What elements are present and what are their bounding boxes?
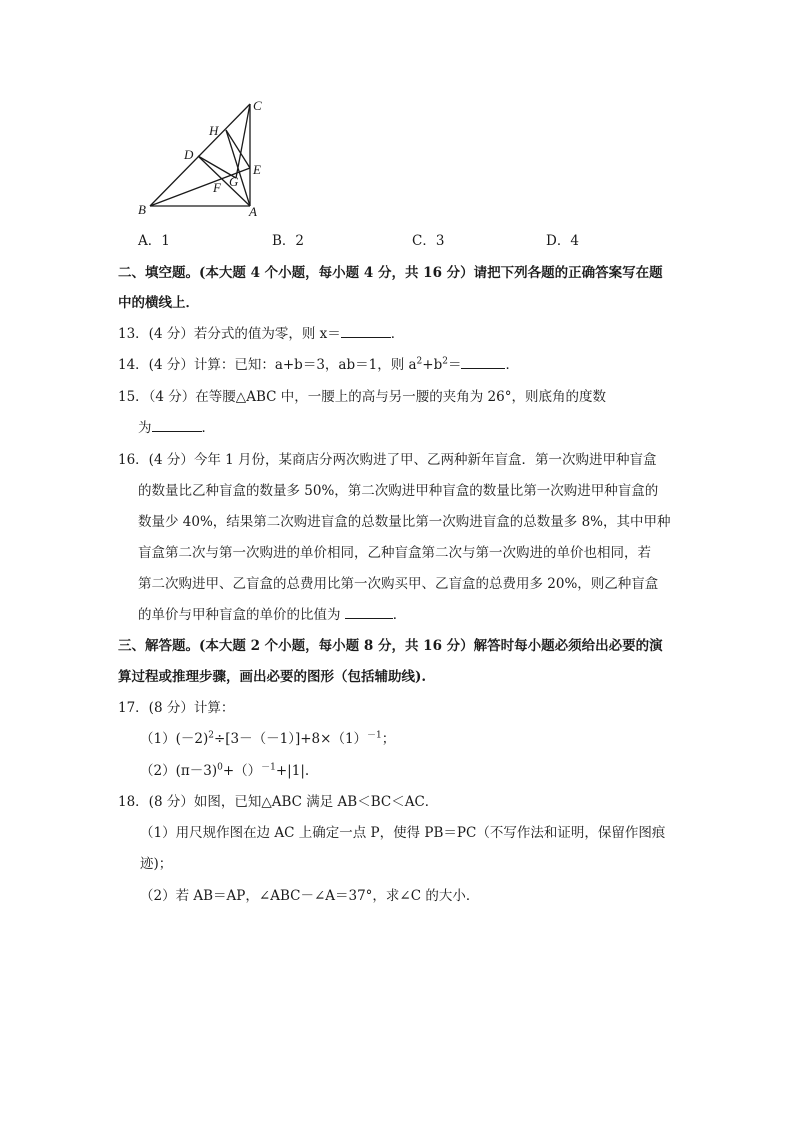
section2-heading-line1: 二、填空题。(本大题 4 个小题，每小题 4 分，共 16 分）请把下列各题的正确答案写在题 bbox=[118, 265, 663, 281]
section3-heading-line1: 三、解答题。(本大题 2 个小题，每小题 8 分，共 16 分）解答时每小题必须给出必要的演 bbox=[118, 638, 663, 654]
question-16-line3: 数量少 40%，结果第二次购进盲盒的总数量比第一次购进盲盒的总数量多 8%，其中甲种 bbox=[138, 514, 671, 530]
question-16-line2: 的数量比乙种盲盒的数量多 50%，第二次购进甲种盲盒的数量比第一次购进甲种盲盒的 bbox=[138, 483, 659, 499]
label-f: F bbox=[213, 180, 221, 195]
q17-p1-tail: ； bbox=[381, 731, 396, 747]
question-16-line5: 第二次购进甲、乙盲盒的总费用比第一次购买甲、乙盲盒的总费用多 20%，则乙种盲盒 bbox=[138, 576, 659, 592]
q14-tail: ． bbox=[505, 357, 519, 373]
option-b: B．2 bbox=[272, 233, 305, 249]
label-a: A bbox=[249, 204, 257, 219]
question-15-line2 bbox=[138, 416, 215, 436]
q17-p1-sup2: －1 bbox=[367, 730, 382, 741]
section3-heading-line2: 算过程或推理步骤，画出必要的图形（包括辅助线). bbox=[118, 669, 427, 685]
label-g: G bbox=[229, 174, 239, 189]
q17-p2-sup2: －1 bbox=[261, 762, 276, 773]
segment-he bbox=[226, 130, 250, 168]
question-18-part1-line1: （1）用尺规作图在边 AC 上确定一点 P，使得 PB＝PC（不写作法和证明，保留作图痕 bbox=[140, 825, 666, 841]
question-17-part1 bbox=[140, 727, 395, 747]
q17-p2-pre: （2）(π－3) bbox=[140, 763, 218, 779]
q14-blank bbox=[461, 355, 505, 369]
question-18-title: 18．(8 分）如图，已知△ABC 满足 AB＜BC＜AC． bbox=[118, 794, 439, 810]
question-18-part1-line2: 迹)； bbox=[140, 856, 173, 872]
option-d: D．4 bbox=[546, 233, 579, 249]
q14-eq: ＝ bbox=[447, 357, 462, 373]
option-a: A．1 bbox=[138, 233, 170, 249]
label-h: H bbox=[209, 123, 219, 138]
question-17-part2 bbox=[140, 759, 309, 779]
q14-mid: +b bbox=[422, 357, 443, 373]
label-b: B bbox=[138, 202, 146, 217]
segment-gc bbox=[236, 104, 250, 178]
q17-p2-tail: +|1|. bbox=[275, 763, 310, 779]
q17-p1-mid: ÷[3－（－1）]+8×（1） bbox=[213, 731, 368, 747]
q14-text: 14．(4 分）计算：已知：a+b＝3，ab＝1，则 a bbox=[118, 357, 417, 373]
question-16-line1: 16．(4 分）今年 1 月份，某商店分两次购进了甲、乙两种新年盲盒．第一次购进甲种盲盒 bbox=[118, 452, 657, 468]
q14-sup2: 2 bbox=[442, 356, 448, 367]
q15-blank bbox=[152, 418, 202, 432]
q16-blank bbox=[345, 605, 393, 619]
q13-text: 13．(4 分）若分式的值为零，则 x＝ bbox=[118, 326, 341, 342]
question-16-line4: 盲盒第二次与第一次购进的单价相同，乙种盲盒第二次与第一次购进的单价也相同，若 bbox=[138, 545, 651, 561]
label-e: E bbox=[253, 162, 261, 177]
section2-heading-line2: 中的横线上． bbox=[118, 295, 199, 311]
question-17-title: 17．(8 分）计算： bbox=[118, 700, 235, 716]
q15-pre: 为 bbox=[138, 420, 152, 436]
q15-tail: ． bbox=[201, 420, 215, 436]
question-14 bbox=[118, 353, 519, 373]
q16-pre: 的单价与甲种盲盒的单价的比值为 bbox=[138, 607, 341, 623]
q17-p2-sup1: 0 bbox=[217, 762, 223, 773]
label-c: C bbox=[253, 98, 262, 113]
q13-tail: ． bbox=[390, 326, 405, 342]
q16-tail: ． bbox=[392, 607, 407, 623]
label-d: D bbox=[184, 147, 194, 162]
q17-p1-pre: （1）(－2) bbox=[140, 731, 209, 747]
q13-blank bbox=[341, 324, 391, 338]
question-18-part2: （2）若 AB＝AP，∠ABC－∠A＝37°，求∠C 的大小． bbox=[140, 888, 480, 904]
q14-sup1: 2 bbox=[416, 356, 423, 367]
question-15-line1: 15．（4 分）在等腰△ABC 中，一腰上的高与另一腰的夹角为 26°，则底角的度数 bbox=[118, 389, 606, 405]
option-c: C．3 bbox=[412, 233, 445, 249]
question-13 bbox=[118, 322, 404, 342]
geometry-figure bbox=[130, 96, 270, 221]
question-16-line6 bbox=[138, 603, 406, 623]
q17-p2-mid: +（） bbox=[222, 763, 262, 779]
q17-p1-sup1: 2 bbox=[208, 730, 214, 741]
